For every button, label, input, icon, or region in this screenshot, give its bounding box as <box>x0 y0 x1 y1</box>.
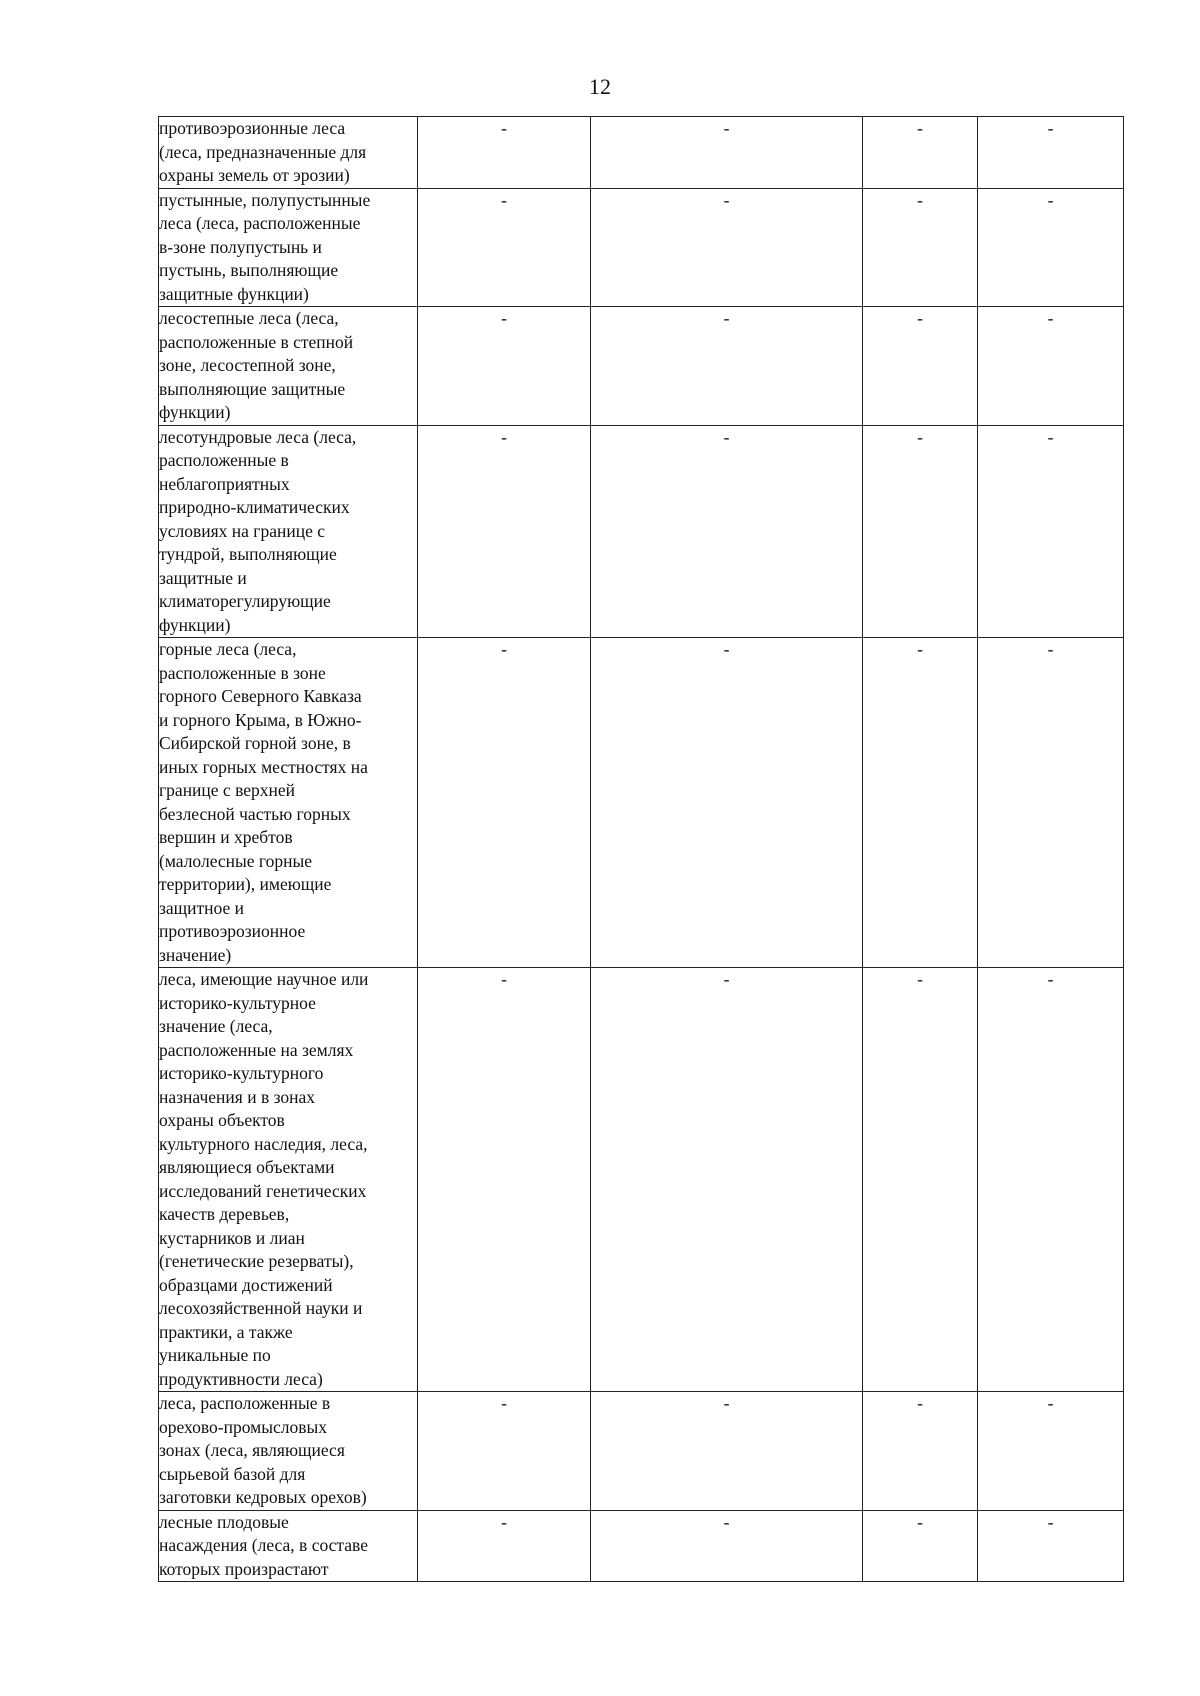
value-cell: - <box>591 425 863 638</box>
row-label: леса, имеющие научное или историко-культурное значение (леса, расположенные на землях историко-культурного назначения и в зонах охраны объектов культурного наследия, леса, являющиеся объектами исследований генетических качеств деревьев, кустарников и лиан (генетические резерваты), образцами достижений лесохозяйственной науки и практики, а также уникальные по продуктивности леса) <box>159 969 369 1389</box>
table-row <box>159 638 1124 968</box>
row-label-cell <box>159 638 418 968</box>
value-cell: - <box>978 638 1124 968</box>
row-label-cell <box>159 307 418 426</box>
table-row <box>159 1392 1124 1511</box>
table-row <box>159 307 1124 426</box>
row-label-cell <box>159 425 418 638</box>
value-cell: - <box>978 1510 1124 1582</box>
value-cell: - <box>418 117 591 189</box>
value-cell: - <box>978 307 1124 426</box>
row-label-cell <box>159 117 418 189</box>
row-label-cell <box>159 1510 418 1582</box>
value-cell: - <box>863 638 978 968</box>
page-number: 12 <box>589 74 611 99</box>
value-cell: - <box>591 307 863 426</box>
table-row <box>159 188 1124 307</box>
value-cell: - <box>863 188 978 307</box>
row-label-cell <box>159 1392 418 1511</box>
value-cell: - <box>863 117 978 189</box>
value-cell: - <box>591 638 863 968</box>
table-row <box>159 117 1124 189</box>
value-cell: - <box>978 1392 1124 1511</box>
value-cell: - <box>418 638 591 968</box>
table-row <box>159 425 1124 638</box>
row-label: леса, расположенные в орехово-промысловых зонах (леса, являющиеся сырьевой базой для заготовки кедровых орехов) <box>159 1393 367 1507</box>
value-cell: - <box>863 307 978 426</box>
value-cell: - <box>591 117 863 189</box>
value-cell: - <box>863 425 978 638</box>
value-cell: - <box>418 188 591 307</box>
value-cell: - <box>978 188 1124 307</box>
value-cell: - <box>591 1510 863 1582</box>
table-row <box>159 1510 1124 1582</box>
value-cell: - <box>978 968 1124 1392</box>
row-label: горные леса (леса, расположенные в зоне горного Северного Кавказа и горного Крыма, в Южно- Сибирской горной зоне, в иных горных местностях на границе с верхней безлесной частью горных вершин и хребтов (малолесные горные территории), имеющие защитное и противоэрозионное значение) <box>159 639 368 965</box>
value-cell: - <box>863 1392 978 1511</box>
value-cell: - <box>418 1392 591 1511</box>
value-cell: - <box>418 425 591 638</box>
value-cell: - <box>418 968 591 1392</box>
row-label: пустынные, полупустынные леса (леса, расположенные в-зоне полупустынь и пустынь, выполняющие защитные функции) <box>159 189 371 304</box>
value-cell: - <box>591 968 863 1392</box>
value-cell: - <box>978 117 1124 189</box>
row-label: лесотундровые леса (леса, расположенные в неблагоприятных природно-климатических условиях на границе с тундрой, выполняющие защитные и климаторегулирующие функции) <box>159 426 357 635</box>
value-cell: - <box>863 1510 978 1582</box>
row-label-cell <box>159 188 418 307</box>
value-cell: - <box>591 1392 863 1511</box>
value-cell: - <box>863 968 978 1392</box>
value-cell: - <box>418 1510 591 1582</box>
row-label: лесостепные леса (леса, расположенные в степной зоне, лесостепной зоне, выполняющие защитные функции) <box>159 308 354 422</box>
value-cell: - <box>591 188 863 307</box>
row-label: лесные плодовые насаждения (леса, в составе которых произрастают <box>159 1511 368 1579</box>
row-label: противоэрозионные леса (леса, предназначенные для охраны земель от эрозии) <box>159 118 367 185</box>
forest-category-table <box>158 116 1124 1582</box>
value-cell: - <box>978 425 1124 638</box>
row-label-cell <box>159 968 418 1392</box>
table-row <box>159 968 1124 1392</box>
value-cell: - <box>418 307 591 426</box>
